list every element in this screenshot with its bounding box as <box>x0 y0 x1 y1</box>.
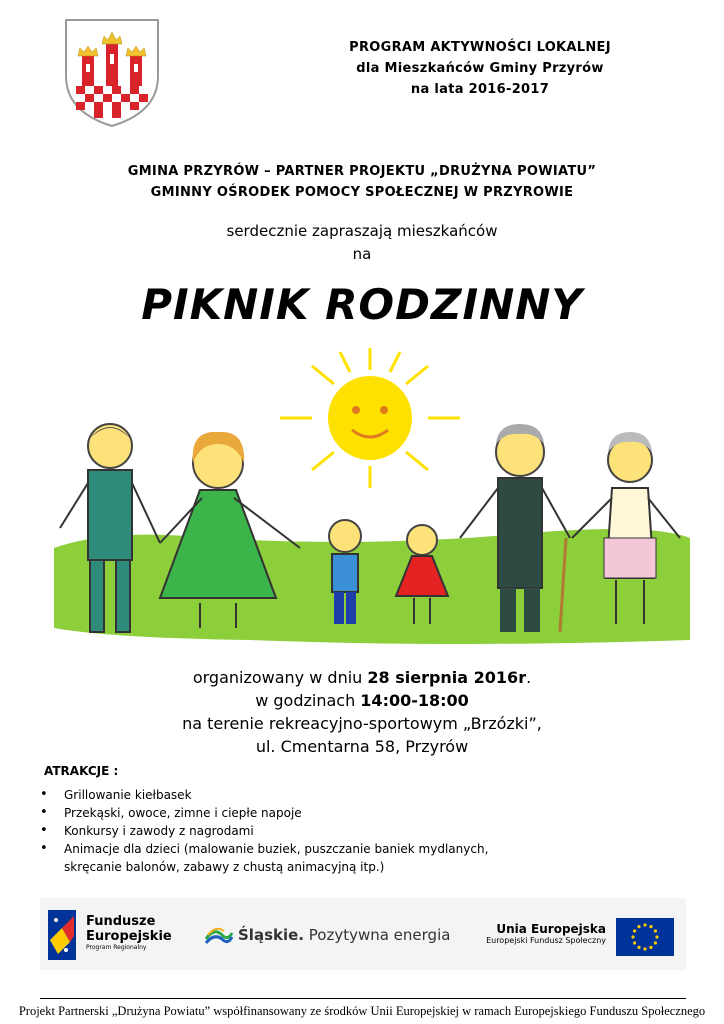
event-address: ul. Cmentarna 58, Przyrów <box>255 737 469 756</box>
program-audience: dla Mieszkańców Gminy Przyrów <box>356 61 604 76</box>
invite-line: serdecznie zapraszają mieszkańców <box>226 222 498 240</box>
event-title: PIKNIK RODZINNY <box>141 280 583 329</box>
ue-line-2: Europejski Fundusz Społeczny <box>486 936 606 945</box>
list-item: • Przekąski, owoce, zimne i ciepłe napoje <box>38 804 518 822</box>
date-suffix: . <box>526 668 532 687</box>
attractions-list <box>38 786 518 876</box>
footer-divider <box>40 998 686 999</box>
list-item: • Animacje dla dzieci (malowanie buziek, puszczanie baniek mydlanych, skręcanie balonów, zabawy z chustą animacyjną itp.) <box>38 840 518 876</box>
event-date: 28 sierpnia 2016r <box>367 668 527 687</box>
program-title: PROGRAM AKTYWNOŚCI LOKALNEJ <box>349 40 611 55</box>
fe-line-2: Europejskie <box>86 929 172 944</box>
eu-flag-icon <box>616 918 674 956</box>
event-hours-line <box>0 689 724 712</box>
slaskie-tagline: Pozytywna energia <box>303 926 451 944</box>
event-hours: 14:00-18:00 <box>360 691 469 710</box>
hours-prefix: w godzinach <box>255 691 361 710</box>
list-item: • Grillowanie kiełbasek <box>38 786 518 804</box>
event-date-line <box>0 666 724 689</box>
family-illustration <box>50 348 690 648</box>
slaskie-slogan <box>238 926 450 944</box>
partner-line-2: GMINNY OŚRODEK POMOCY SPOŁECZNEJ W PRZYROWIE <box>150 185 574 200</box>
fundusze-europejskie-logo-icon <box>48 910 76 960</box>
list-item: • Konkursy i zawody z nagrodami <box>38 822 518 840</box>
invite-on: na <box>352 245 372 263</box>
footer-text: Projekt Partnerski „Drużyna Powiatu” współfinansowany ze środków Unii Europejskiej w ramach Europejskiego Funduszu Społecznego <box>18 1004 706 1018</box>
date-prefix: organizowany w dniu <box>192 668 368 687</box>
unia-europejska-text <box>458 922 606 945</box>
partner-line-1: GMINA PRZYRÓW – PARTNER PROJEKTU „DRUŻYNA POWIATU” <box>127 164 597 179</box>
sponsor-logos-bar <box>40 898 686 970</box>
slaskie-name: Śląskie. <box>238 926 304 944</box>
fe-line-1: Fundusze <box>86 914 156 929</box>
attractions-heading: ATRAKCJE : <box>44 764 119 778</box>
slaskie-logo-icon <box>204 925 234 947</box>
coat-of-arms-logo <box>62 16 162 128</box>
event-venue: na terenie rekreacyjno-sportowym „Brzózki”, <box>182 714 542 733</box>
program-years: na lata 2016-2017 <box>410 82 550 97</box>
fe-line-3: Program Regionalny <box>86 944 147 951</box>
fundusze-europejskie-text <box>86 914 172 952</box>
ue-line-1: Unia Europejska <box>496 922 606 936</box>
